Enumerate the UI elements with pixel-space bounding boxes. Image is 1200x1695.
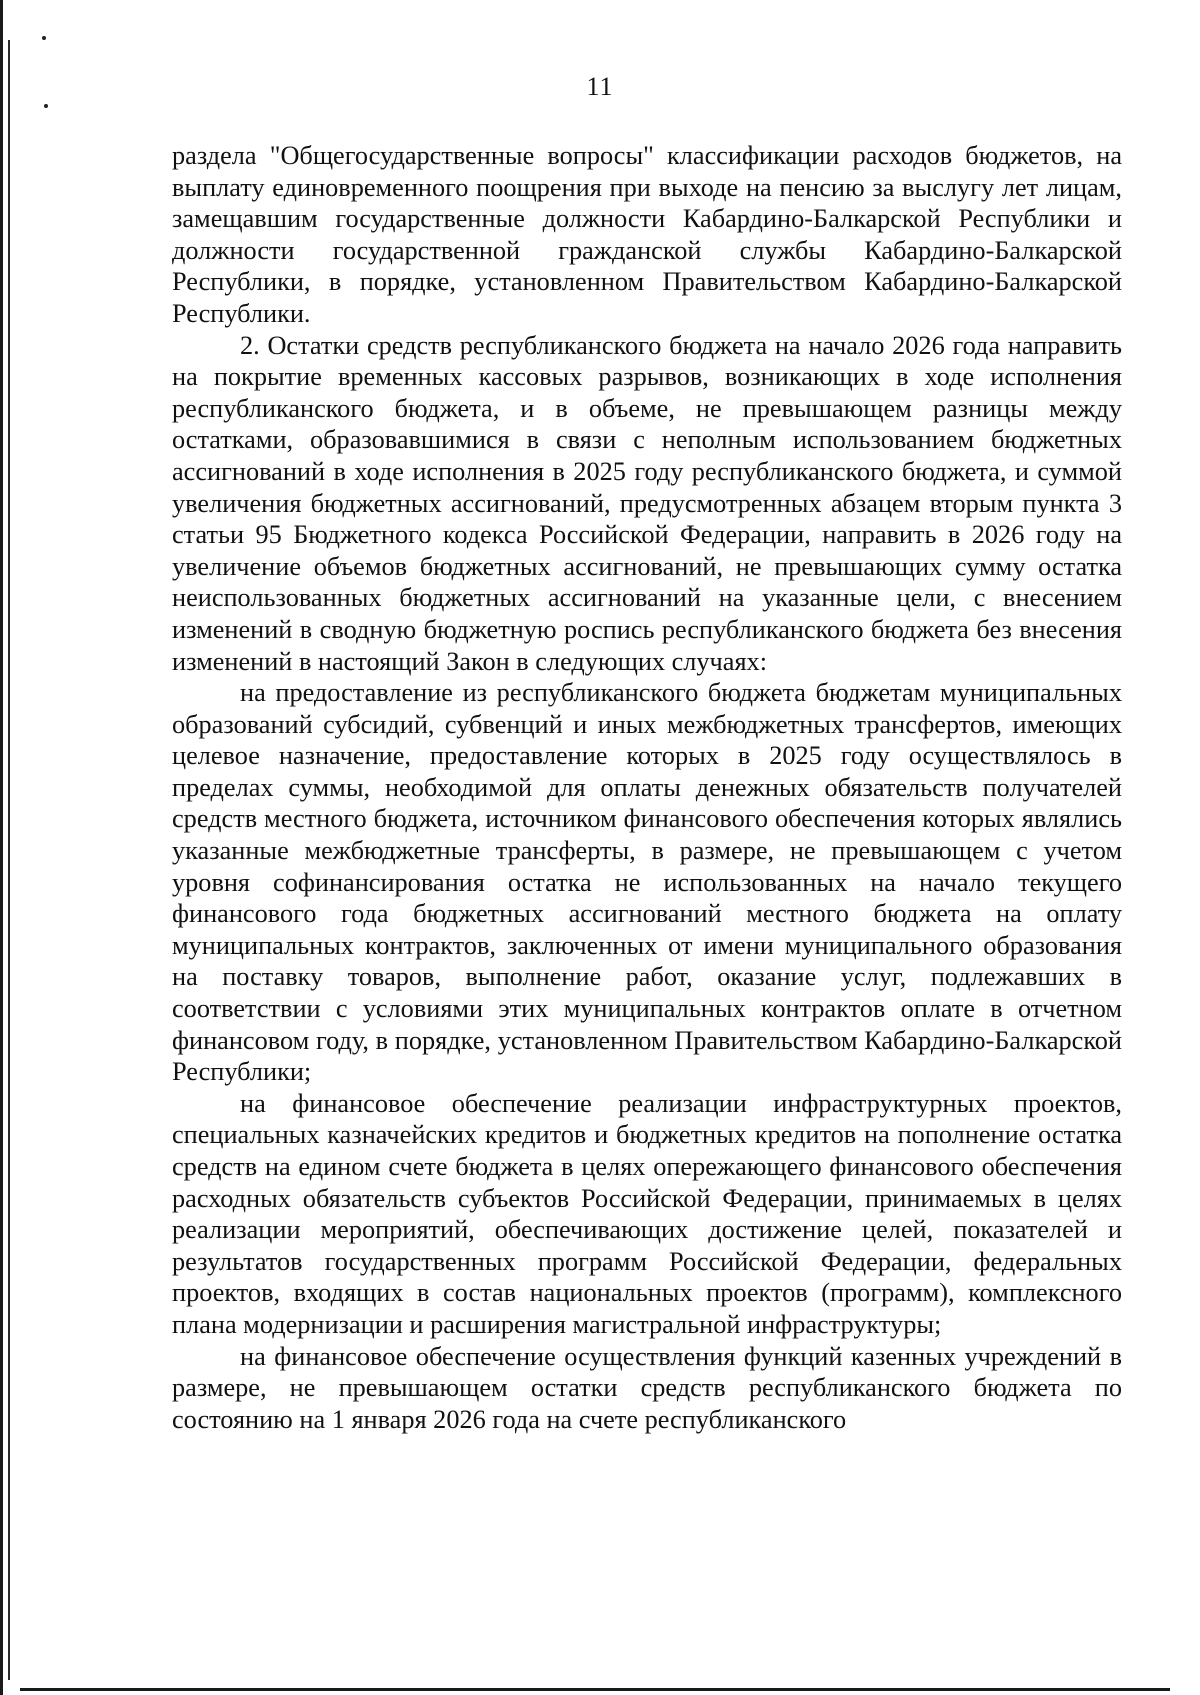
paragraph-continuation: раздела "Общегосударственные вопросы" классификации расходов бюджетов, на выплату единовременного поощрения при выходе на пенсию за выслугу лет лицам, замещавшим государственные должности Кабардино-Балкарской Республики и должности государственной гражданской службы Кабардино-Балкарской Республики, в порядке, установленном Правительством Кабардино-Балкарской Республики.: [172, 141, 1122, 328]
paragraph-case-infrastructure: на финансовое обеспечение реализации инфраструктурных проектов, специальных казначейских кредитов и бюджетных кредитов на пополнение остатка средств на едином счете бюджета в целях опережающего финансового обеспечения расходных обязательств субъектов Российской Федерации, принимаемых в целях реализации мероприятий, обеспечивающих достижение целей, показателей и результатов государственных программ Российской Федерации, федеральных проектов, входящих в состав национальных проектов (программ), комплексного плана модернизации и расширения магистральной инфраструктуры;: [172, 1088, 1122, 1339]
scan-speck: [44, 104, 48, 108]
paragraph-case-state-institutions: на финансовое обеспечение осуществления функций казенных учреждений в размере, не превышающем остатки средств республиканского бюджета по состоянию на 1 января 2026 года на счете республиканского: [172, 1341, 1122, 1434]
document-body: [172, 140, 1122, 1435]
page-number: 11: [586, 72, 614, 101]
scan-speck: [42, 36, 46, 40]
paragraph-case-municipal-transfers: на предоставление из республиканского бюджета бюджетам муниципальных образований субсидий, субвенций и иных межбюджетных трансфертов, имеющих целевое назначение, предоставление которых в 2025 году осуществлялось в пределах суммы, необходимой для оплаты денежных обязательств получателей средств местного бюджета, источником финансового обеспечения которых являлись указанные межбюджетные трансферты, в размере, не превышающем с учетом уровня софинансирования остатка не использованных на начало текущего финансового года бюджетных ассигнований местного бюджета на оплату муниципальных контрактов, заключенных от имени муниципального образования на поставку товаров, выполнение работ, оказание услуг, подлежавших в соответствии с условиями этих муниципальных контрактов оплате в отчетном финансовом году, в порядке, установленном Правительством Кабардино-Балкарской Республики;: [172, 678, 1122, 1087]
scan-left-edge: [0, 0, 3, 1695]
scan-bottom-edge: [20, 1688, 1170, 1691]
scan-left-shadow: [8, 40, 10, 1680]
paragraph-item-2: 2. Остатки средств республиканского бюджета на начало 2026 года направить на покрытие временных кассовых разрывов, возникающих в ходе исполнения республиканского бюджета, и в объеме, не превышающем разницы между остатками, образовавшимися в связи с неполным использованием бюджетных ассигнований в ходе исполнения в 2025 году республиканского бюджета, и суммой увеличения бюджетных ассигнований, предусмотренных абзацем вторым пункта 3 статьи 95 Бюджетного кодекса Российской Федерации, направить в 2026 году на увеличение объемов бюджетных ассигнований, не превышающих сумму остатка неиспользованных бюджетных ассигнований на указанные цели, с внесением изменений в сводную бюджетную роспись республиканского бюджета без внесения изменений в настоящий Закон в следующих случаях:: [172, 330, 1122, 676]
